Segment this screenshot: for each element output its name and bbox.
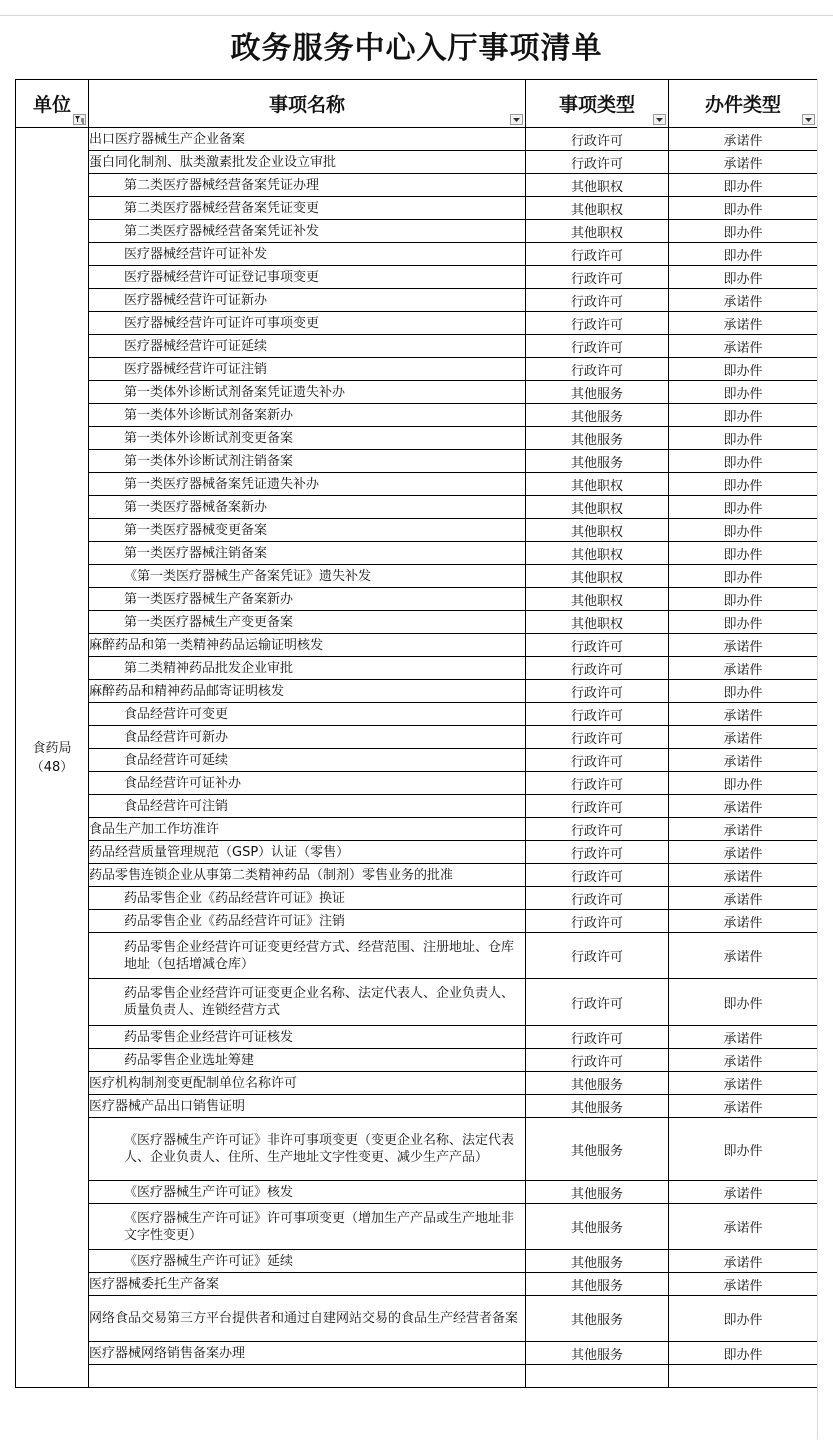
item-type-cell: 其他服务: [526, 404, 669, 427]
handle-type-cell: 承诺件: [669, 749, 818, 772]
item-type-cell: 行政许可: [526, 703, 669, 726]
table-row: [16, 818, 818, 841]
item-type-cell: 行政许可: [526, 1049, 669, 1072]
handle-type-cell: 承诺件: [669, 841, 818, 864]
table-row: [16, 1250, 818, 1273]
table-row: [16, 358, 818, 381]
item-type-cell: 其他职权: [526, 611, 669, 634]
handle-type-cell: 即办件: [669, 1342, 818, 1365]
item-name-cell: 第一类体外诊断试剂备案新办: [89, 404, 526, 427]
table-row: [16, 519, 818, 542]
table-row: [16, 565, 818, 588]
handle-type-cell: 承诺件: [669, 1072, 818, 1095]
item-name-cell: 第一类医疗器械变更备案: [89, 519, 526, 542]
empty-cell: [669, 1365, 818, 1388]
item-type-cell: 其他职权: [526, 588, 669, 611]
item-type-cell: 其他职权: [526, 519, 669, 542]
handle-type-cell: 即办件: [669, 565, 818, 588]
item-name-cell: 药品零售企业《药品经营许可证》换证: [89, 887, 526, 910]
table-row: [16, 151, 818, 174]
table-row: [16, 312, 818, 335]
item-type-cell: 行政许可: [526, 634, 669, 657]
handle-type-cell: 承诺件: [669, 703, 818, 726]
item-name-cell: 第二类医疗器械经营备案凭证变更: [89, 197, 526, 220]
item-type-cell: 行政许可: [526, 910, 669, 933]
table-row: [16, 427, 818, 450]
item-type-cell: 其他服务: [526, 381, 669, 404]
item-type-cell: 其他服务: [526, 1095, 669, 1118]
table-row: [16, 542, 818, 565]
item-type-cell: 其他职权: [526, 542, 669, 565]
header-handle-type: [669, 80, 818, 128]
table-row: [16, 1049, 818, 1072]
handle-type-cell: 承诺件: [669, 335, 818, 358]
handle-type-cell: 即办件: [669, 197, 818, 220]
item-name-cell: 麻醉药品和第一类精神药品运输证明核发: [89, 634, 526, 657]
item-name-cell: 第一类医疗器械生产备案新办: [89, 588, 526, 611]
handle-type-cell: 承诺件: [669, 726, 818, 749]
table-row: [16, 1342, 818, 1365]
handle-type-cell: 承诺件: [669, 657, 818, 680]
item-type-cell: 其他服务: [526, 427, 669, 450]
item-type-cell: 行政许可: [526, 933, 669, 979]
handle-type-cell: 承诺件: [669, 128, 818, 151]
item-type-cell: 行政许可: [526, 864, 669, 887]
item-name-cell: 医疗器械经营许可证延续: [89, 335, 526, 358]
handle-type-cell: 即办件: [669, 266, 818, 289]
table-row: [16, 1273, 818, 1296]
table-row: [16, 1026, 818, 1049]
handle-type-cell: 承诺件: [669, 1049, 818, 1072]
item-name-cell: 第一类体外诊断试剂备案凭证遗失补办: [89, 381, 526, 404]
handle-type-cell: 承诺件: [669, 634, 818, 657]
filter-dropdown-icon[interactable]: [802, 114, 815, 125]
table-row: [16, 634, 818, 657]
item-name-cell: 《医疗器械生产许可证》非许可事项变更（变更企业名称、法定代表人、企业负责人、住所、生产地址文字性变更、减少生产产品）: [89, 1118, 526, 1181]
item-type-cell: 行政许可: [526, 358, 669, 381]
item-name-cell: 医疗器械经营许可证新办: [89, 289, 526, 312]
table-row: [16, 1095, 818, 1118]
handle-type-cell: 即办件: [669, 496, 818, 519]
table-row: [16, 749, 818, 772]
handle-type-cell: 承诺件: [669, 151, 818, 174]
sheet-gridline: [0, 15, 833, 16]
handle-type-cell: 承诺件: [669, 1181, 818, 1204]
item-name-cell: 医疗器械经营许可证登记事项变更: [89, 266, 526, 289]
handle-type-cell: 承诺件: [669, 1250, 818, 1273]
table-row: [16, 1204, 818, 1250]
item-type-cell: 其他服务: [526, 1204, 669, 1250]
item-type-cell: 其他职权: [526, 496, 669, 519]
handle-type-cell: 即办件: [669, 450, 818, 473]
item-name-cell: 第一类体外诊断试剂变更备案: [89, 427, 526, 450]
item-name-cell: 第一类医疗器械备案凭证遗失补办: [89, 473, 526, 496]
item-name-cell: 《第一类医疗器械生产备案凭证》遗失补发: [89, 565, 526, 588]
item-name-cell: 医疗器械网络销售备案办理: [89, 1342, 526, 1365]
table-row: [16, 450, 818, 473]
item-type-cell: 其他职权: [526, 174, 669, 197]
handle-type-cell: 即办件: [669, 174, 818, 197]
handle-type-cell: 承诺件: [669, 312, 818, 335]
header-item-type-label: 事项类型: [558, 94, 635, 116]
item-type-cell: 行政许可: [526, 749, 669, 772]
item-type-cell: 其他服务: [526, 1296, 669, 1342]
table-row: [16, 289, 818, 312]
item-type-cell: 行政许可: [526, 657, 669, 680]
table-row: [16, 243, 818, 266]
handle-type-cell: 即办件: [669, 473, 818, 496]
item-name-cell: 药品零售企业经营许可证核发: [89, 1026, 526, 1049]
header-row: [16, 80, 818, 128]
handle-type-cell: 即办件: [669, 1118, 818, 1181]
header-handle-type-label: 办件类型: [704, 94, 781, 116]
item-name-cell: 第一类医疗器械注销备案: [89, 542, 526, 565]
header-unit-label: 单位: [32, 94, 71, 116]
item-name-cell: 医疗机构制剂变更配制单位名称许可: [89, 1072, 526, 1095]
table-row: [16, 703, 818, 726]
handle-type-cell: 即办件: [669, 381, 818, 404]
item-name-cell: 《医疗器械生产许可证》核发: [89, 1181, 526, 1204]
item-type-cell: 其他职权: [526, 565, 669, 588]
item-name-cell: 网络食品交易第三方平台提供者和通过自建网站交易的食品生产经营者备案: [89, 1296, 526, 1342]
handle-type-cell: 承诺件: [669, 910, 818, 933]
handle-type-cell: 承诺件: [669, 818, 818, 841]
handle-type-cell: 即办件: [669, 680, 818, 703]
item-type-cell: 行政许可: [526, 243, 669, 266]
item-name-cell: 《医疗器械生产许可证》许可事项变更（增加生产产品或生产地址非文字性变更）: [89, 1204, 526, 1250]
item-type-cell: 行政许可: [526, 841, 669, 864]
table-row: [16, 657, 818, 680]
table-row: [16, 1296, 818, 1342]
item-name-cell: 医疗器械委托生产备案: [89, 1273, 526, 1296]
item-name-cell: 药品零售企业选址筹建: [89, 1049, 526, 1072]
unit-count: （48）: [30, 759, 74, 775]
item-type-cell: 其他职权: [526, 197, 669, 220]
table-row: [16, 128, 818, 151]
sheet-gridline: [817, 79, 818, 1439]
handle-type-cell: 即办件: [669, 588, 818, 611]
item-name-cell: 药品零售企业经营许可证变更经营方式、经营范围、注册地址、仓库地址（包括增减仓库）: [89, 933, 526, 979]
items-table: [15, 79, 818, 1388]
header-name-label: 事项名称: [268, 94, 345, 116]
handle-type-cell: 即办件: [669, 427, 818, 450]
item-name-cell: 医疗器械经营许可证注销: [89, 358, 526, 381]
item-type-cell: 行政许可: [526, 795, 669, 818]
handle-type-cell: 承诺件: [669, 289, 818, 312]
table-row: [16, 864, 818, 887]
handle-type-cell: 承诺件: [669, 1095, 818, 1118]
header-item-type: [526, 80, 669, 128]
item-type-cell: 其他服务: [526, 450, 669, 473]
item-type-cell: 行政许可: [526, 151, 669, 174]
item-name-cell: 医疗器械经营许可证补发: [89, 243, 526, 266]
item-type-cell: 其他职权: [526, 473, 669, 496]
handle-type-cell: 承诺件: [669, 1026, 818, 1049]
table-row: [16, 841, 818, 864]
item-name-cell: 食品经营许可证补办: [89, 772, 526, 795]
handle-type-cell: 即办件: [669, 979, 818, 1026]
item-name-cell: 食品经营许可变更: [89, 703, 526, 726]
item-name-cell: 食品经营许可延续: [89, 749, 526, 772]
handle-type-cell: 即办件: [669, 611, 818, 634]
item-type-cell: 行政许可: [526, 289, 669, 312]
table-row: [16, 795, 818, 818]
table-row: [16, 404, 818, 427]
table-row: [16, 887, 818, 910]
item-type-cell: 其他服务: [526, 1250, 669, 1273]
handle-type-cell: 即办件: [669, 358, 818, 381]
table-row: [16, 1181, 818, 1204]
table-row: [16, 197, 818, 220]
item-type-cell: 行政许可: [526, 979, 669, 1026]
filter-active-icon[interactable]: [73, 114, 86, 125]
item-type-cell: 行政许可: [526, 887, 669, 910]
table-row: [16, 910, 818, 933]
item-type-cell: 行政许可: [526, 1026, 669, 1049]
empty-cell: [526, 1365, 669, 1388]
item-name-cell: 食品经营许可注销: [89, 795, 526, 818]
handle-type-cell: 即办件: [669, 542, 818, 565]
table-row: [16, 266, 818, 289]
unit-cell: [16, 128, 89, 1388]
table-row: [16, 979, 818, 1026]
handle-type-cell: 即办件: [669, 772, 818, 795]
handle-type-cell: 承诺件: [669, 864, 818, 887]
handle-type-cell: 承诺件: [669, 1273, 818, 1296]
item-name-cell: 药品零售企业《药品经营许可证》注销: [89, 910, 526, 933]
item-name-cell: 麻醉药品和精神药品邮寄证明核发: [89, 680, 526, 703]
item-name-cell: 第一类体外诊断试剂注销备案: [89, 450, 526, 473]
item-name-cell: 第一类医疗器械备案新办: [89, 496, 526, 519]
table-row: [16, 1072, 818, 1095]
handle-type-cell: 承诺件: [669, 887, 818, 910]
item-type-cell: 其他服务: [526, 1118, 669, 1181]
item-name-cell: 医疗器械产品出口销售证明: [89, 1095, 526, 1118]
table-row: [16, 473, 818, 496]
table-row: [16, 680, 818, 703]
header-unit: [16, 80, 89, 128]
item-name-cell: 食品经营许可新办: [89, 726, 526, 749]
handle-type-cell: 承诺件: [669, 1204, 818, 1250]
item-name-cell: 第二类精神药品批发企业审批: [89, 657, 526, 680]
item-name-cell: 医疗器械经营许可证许可事项变更: [89, 312, 526, 335]
table-row: [16, 772, 818, 795]
item-type-cell: 其他职权: [526, 220, 669, 243]
item-name-cell: 第一类医疗器械生产变更备案: [89, 611, 526, 634]
handle-type-cell: 承诺件: [669, 933, 818, 979]
table-row: [16, 1118, 818, 1181]
item-type-cell: 其他服务: [526, 1181, 669, 1204]
table-row: [16, 174, 818, 197]
table-row: [16, 496, 818, 519]
item-type-cell: 行政许可: [526, 726, 669, 749]
handle-type-cell: 即办件: [669, 404, 818, 427]
handle-type-cell: 承诺件: [669, 795, 818, 818]
item-type-cell: 行政许可: [526, 680, 669, 703]
item-type-cell: 行政许可: [526, 772, 669, 795]
item-name-cell: 药品零售企业经营许可证变更企业名称、法定代表人、企业负责人、质量负责人、连锁经营方式: [89, 979, 526, 1026]
table-row: [16, 933, 818, 979]
item-type-cell: 行政许可: [526, 818, 669, 841]
item-type-cell: 行政许可: [526, 335, 669, 358]
item-name-cell: 第二类医疗器械经营备案凭证办理: [89, 174, 526, 197]
handle-type-cell: 即办件: [669, 1296, 818, 1342]
item-name-cell: 药品零售连锁企业从事第二类精神药品（制剂）零售业务的批准: [89, 864, 526, 887]
item-type-cell: 其他服务: [526, 1273, 669, 1296]
table-row: [16, 220, 818, 243]
item-name-cell: 食品生产加工作坊准许: [89, 818, 526, 841]
page-title: 政务服务中心入厅事项清单: [230, 31, 603, 66]
item-name-cell: 药品经营质量管理规范（GSP）认证（零售）: [89, 841, 526, 864]
table-row: [16, 726, 818, 749]
handle-type-cell: 即办件: [669, 243, 818, 266]
filter-dropdown-icon[interactable]: [510, 114, 523, 125]
item-type-cell: 行政许可: [526, 128, 669, 151]
item-type-cell: 其他服务: [526, 1072, 669, 1095]
filter-dropdown-icon[interactable]: [653, 114, 666, 125]
item-type-cell: 其他服务: [526, 1342, 669, 1365]
item-name-cell: 第二类医疗器械经营备案凭证补发: [89, 220, 526, 243]
unit-name: 食药局: [32, 740, 72, 756]
item-name-cell: 《医疗器械生产许可证》延续: [89, 1250, 526, 1273]
table-row: [16, 381, 818, 404]
item-name-cell: 蛋白同化制剂、肽类激素批发企业设立审批: [89, 151, 526, 174]
table-row: [16, 611, 818, 634]
item-name-cell: 出口医疗器械生产企业备案: [89, 128, 526, 151]
table-row: [16, 588, 818, 611]
empty-cell: [89, 1365, 526, 1388]
item-type-cell: 行政许可: [526, 266, 669, 289]
handle-type-cell: 即办件: [669, 220, 818, 243]
item-type-cell: 行政许可: [526, 312, 669, 335]
empty-row: [16, 1365, 818, 1388]
table-row: [16, 335, 818, 358]
header-name: [89, 80, 526, 128]
handle-type-cell: 即办件: [669, 519, 818, 542]
